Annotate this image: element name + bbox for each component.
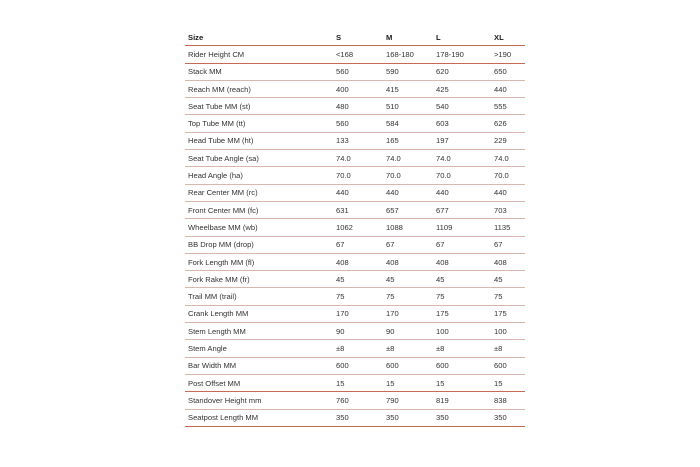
cell-value: <168 xyxy=(333,46,383,63)
row-label: Head Tube MM (ht) xyxy=(185,132,333,149)
cell-value: 175 xyxy=(433,305,491,322)
cell-value: 67 xyxy=(383,236,433,253)
table-row xyxy=(185,288,525,305)
table-row xyxy=(185,184,525,201)
cell-value: 70.0 xyxy=(383,167,433,184)
cell-value: 100 xyxy=(491,323,525,340)
row-label: Trail MM (trail) xyxy=(185,288,333,305)
cell-value: 440 xyxy=(491,184,525,201)
cell-value: 703 xyxy=(491,201,525,218)
row-label: Seat Tube Angle (sa) xyxy=(185,150,333,167)
row-label: Wheelbase MM (wb) xyxy=(185,219,333,236)
table-row xyxy=(185,63,525,80)
cell-value: 400 xyxy=(333,80,383,97)
table-row xyxy=(185,219,525,236)
cell-value: 657 xyxy=(383,201,433,218)
cell-value: 600 xyxy=(433,357,491,374)
cell-value: >190 xyxy=(491,46,525,63)
row-label: Stem Length MM xyxy=(185,323,333,340)
cell-value: 75 xyxy=(383,288,433,305)
cell-value: 45 xyxy=(491,271,525,288)
cell-value: 408 xyxy=(383,253,433,270)
cell-value: 15 xyxy=(333,374,383,391)
cell-value: 590 xyxy=(383,63,433,80)
cell-value: 584 xyxy=(383,115,433,132)
row-label: Fork Length MM (fl) xyxy=(185,253,333,270)
table-row xyxy=(185,323,525,340)
cell-value: 480 xyxy=(333,98,383,115)
cell-value: 440 xyxy=(333,184,383,201)
cell-value: 408 xyxy=(333,253,383,270)
cell-value: 67 xyxy=(333,236,383,253)
row-label: Top Tube MM (tt) xyxy=(185,115,333,132)
cell-value: 70.0 xyxy=(491,167,525,184)
row-label: Stack MM xyxy=(185,63,333,80)
cell-value: 74.0 xyxy=(491,150,525,167)
cell-value: 440 xyxy=(383,184,433,201)
cell-value: 760 xyxy=(333,392,383,409)
cell-value: 600 xyxy=(383,357,433,374)
cell-value: 170 xyxy=(333,305,383,322)
row-label: Crank Length MM xyxy=(185,305,333,322)
cell-value: 1109 xyxy=(433,219,491,236)
cell-value: 45 xyxy=(383,271,433,288)
cell-value: 1062 xyxy=(333,219,383,236)
cell-value: 75 xyxy=(433,288,491,305)
cell-value: 197 xyxy=(433,132,491,149)
cell-value: 15 xyxy=(433,374,491,391)
cell-value: 560 xyxy=(333,115,383,132)
header-s: S xyxy=(333,29,383,46)
row-label: Reach MM (reach) xyxy=(185,80,333,97)
cell-value: 75 xyxy=(333,288,383,305)
header-size: Size xyxy=(185,29,333,46)
cell-value: 600 xyxy=(491,357,525,374)
cell-value: 790 xyxy=(383,392,433,409)
row-label: Rear Center MM (rc) xyxy=(185,184,333,201)
cell-value: 408 xyxy=(433,253,491,270)
row-label: Stem Angle xyxy=(185,340,333,357)
cell-value: 74.0 xyxy=(333,150,383,167)
cell-value: 650 xyxy=(491,63,525,80)
cell-value: 425 xyxy=(433,80,491,97)
cell-value: 540 xyxy=(433,98,491,115)
cell-value: 70.0 xyxy=(333,167,383,184)
table-row xyxy=(185,340,525,357)
cell-value: 168-180 xyxy=(383,46,433,63)
row-label: BB Drop MM (drop) xyxy=(185,236,333,253)
cell-value: 350 xyxy=(433,409,491,426)
row-label: Standover Height mm xyxy=(185,392,333,409)
cell-value: 175 xyxy=(491,305,525,322)
cell-value: 440 xyxy=(433,184,491,201)
cell-value: 415 xyxy=(383,80,433,97)
cell-value: 603 xyxy=(433,115,491,132)
table-body xyxy=(185,46,525,427)
row-label: Head Angle (ha) xyxy=(185,167,333,184)
row-label: Seatpost Length MM xyxy=(185,409,333,426)
table-row xyxy=(185,271,525,288)
table-row xyxy=(185,253,525,270)
table-row xyxy=(185,409,525,426)
cell-value: 838 xyxy=(491,392,525,409)
cell-value: 560 xyxy=(333,63,383,80)
cell-value: 620 xyxy=(433,63,491,80)
cell-value: 67 xyxy=(433,236,491,253)
cell-value: 15 xyxy=(383,374,433,391)
table-row xyxy=(185,98,525,115)
cell-value: 45 xyxy=(433,271,491,288)
table-row xyxy=(185,201,525,218)
cell-value: 15 xyxy=(491,374,525,391)
table-header-row xyxy=(185,29,525,46)
cell-value: 819 xyxy=(433,392,491,409)
cell-value: 626 xyxy=(491,115,525,132)
table-row xyxy=(185,374,525,391)
cell-value: 90 xyxy=(333,323,383,340)
cell-value: 170 xyxy=(383,305,433,322)
cell-value: 408 xyxy=(491,253,525,270)
cell-value: ±8 xyxy=(383,340,433,357)
row-label: Seat Tube MM (st) xyxy=(185,98,333,115)
cell-value: 45 xyxy=(333,271,383,288)
cell-value: ±8 xyxy=(433,340,491,357)
cell-value: 67 xyxy=(491,236,525,253)
cell-value: 555 xyxy=(491,98,525,115)
cell-value: 350 xyxy=(383,409,433,426)
cell-value: 133 xyxy=(333,132,383,149)
cell-value: 178-190 xyxy=(433,46,491,63)
cell-value: 350 xyxy=(491,409,525,426)
cell-value: 90 xyxy=(383,323,433,340)
row-label: Post Offset MM xyxy=(185,374,333,391)
cell-value: 510 xyxy=(383,98,433,115)
cell-value: 1135 xyxy=(491,219,525,236)
cell-value: 100 xyxy=(433,323,491,340)
table-row xyxy=(185,132,525,149)
cell-value: 1088 xyxy=(383,219,433,236)
cell-value: 229 xyxy=(491,132,525,149)
cell-value: 74.0 xyxy=(433,150,491,167)
cell-value: 165 xyxy=(383,132,433,149)
table-row xyxy=(185,392,525,409)
cell-value: 600 xyxy=(333,357,383,374)
row-label: Front Center MM (fc) xyxy=(185,201,333,218)
table-row xyxy=(185,167,525,184)
geometry-table xyxy=(185,29,525,427)
cell-value: 677 xyxy=(433,201,491,218)
header-xl: XL xyxy=(491,29,525,46)
cell-value: 75 xyxy=(491,288,525,305)
cell-value: 74.0 xyxy=(383,150,433,167)
table-row xyxy=(185,236,525,253)
cell-value: 350 xyxy=(333,409,383,426)
row-label: Rider Height CM xyxy=(185,46,333,63)
table-row xyxy=(185,115,525,132)
cell-value: 70.0 xyxy=(433,167,491,184)
table-row xyxy=(185,80,525,97)
cell-value: 631 xyxy=(333,201,383,218)
row-label: Bar Width MM xyxy=(185,357,333,374)
cell-value: ±8 xyxy=(491,340,525,357)
cell-value: ±8 xyxy=(333,340,383,357)
table-row xyxy=(185,46,525,63)
header-l: L xyxy=(433,29,491,46)
table-row xyxy=(185,305,525,322)
table-row xyxy=(185,150,525,167)
cell-value: 440 xyxy=(491,80,525,97)
row-label: Fork Rake MM (fr) xyxy=(185,271,333,288)
header-m: M xyxy=(383,29,433,46)
table-row xyxy=(185,357,525,374)
